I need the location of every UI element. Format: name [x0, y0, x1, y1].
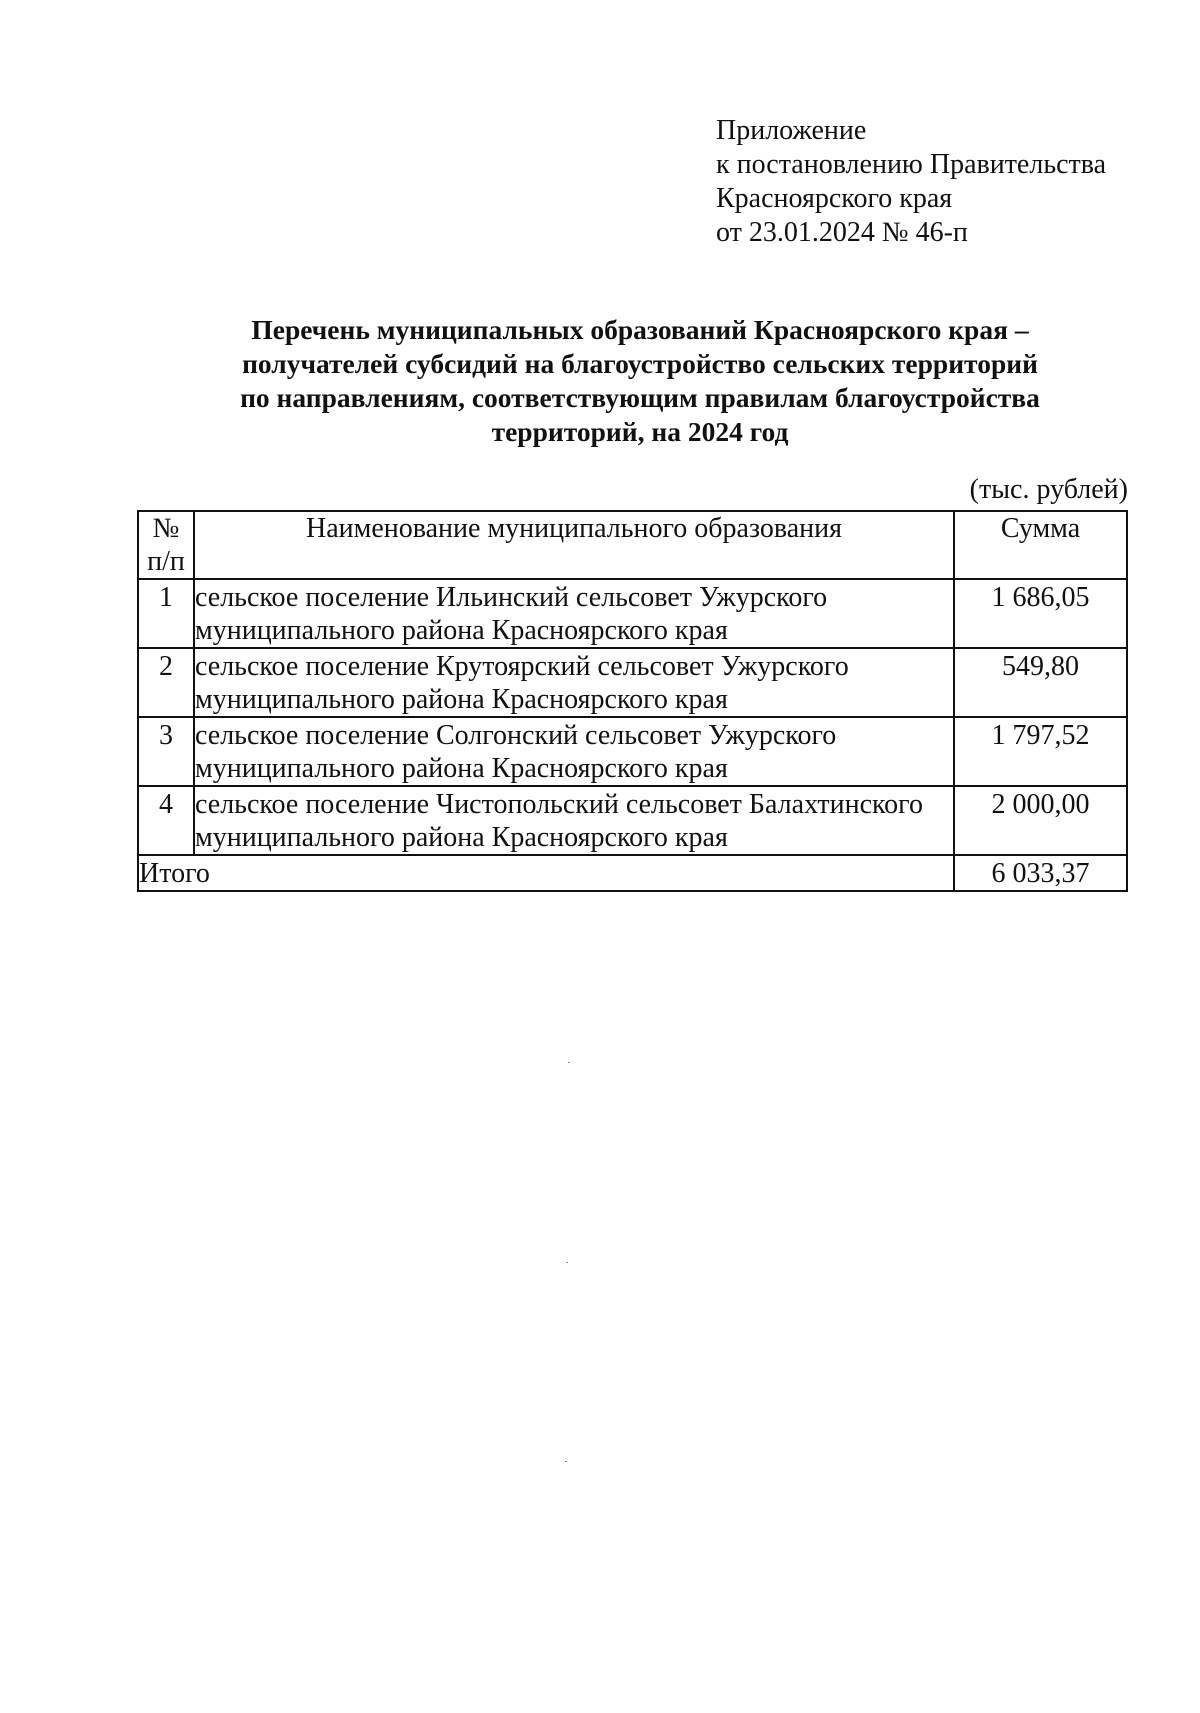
document-title: [140, 313, 1140, 449]
table-row: [138, 786, 1127, 855]
table-total-row: [138, 855, 1127, 891]
appendix-block: [716, 114, 1106, 250]
table-row: [138, 717, 1127, 786]
row-name: [194, 717, 954, 786]
subsidy-table: [137, 510, 1128, 892]
scan-speck: [566, 1262, 568, 1263]
units-note: (тыс. рублей): [969, 474, 1128, 505]
scan-speck: [568, 1062, 570, 1063]
appendix-line: от 23.01.2024 № 46-п: [716, 217, 968, 248]
row-name-line: сельское поселение Чистопольский сельсовет Балахтинского: [195, 789, 923, 820]
row-number: 4: [138, 786, 194, 855]
row-name: [194, 579, 954, 648]
total-label: Итого: [138, 855, 954, 891]
appendix-line: к постановлению Правительства: [716, 149, 1107, 180]
total-sum: 6 033,37: [954, 855, 1127, 891]
row-name-line: сельское поселение Солгонский сельсовет Ужурского: [195, 720, 837, 751]
appendix-line: Приложение: [716, 115, 867, 146]
row-number: 2: [138, 648, 194, 717]
header-number: [138, 511, 194, 579]
table-header-row: [138, 511, 1127, 579]
header-number-line: №: [152, 513, 180, 544]
appendix-line: Красноярского края: [716, 183, 953, 214]
header-sum: Сумма: [954, 511, 1127, 579]
row-number: 3: [138, 717, 194, 786]
title-line: территорий, на 2024 год: [491, 416, 789, 447]
row-sum: 2 000,00: [954, 786, 1127, 855]
header-number-line: п/п: [147, 546, 185, 577]
row-name-line: муниципального района Красноярского края: [195, 753, 728, 784]
header-name: Наименование муниципального образования: [194, 511, 954, 579]
row-sum: 1 686,05: [954, 579, 1127, 648]
row-name-line: муниципального района Красноярского края: [195, 822, 728, 853]
scan-speck: [565, 1461, 567, 1462]
row-name-line: сельское поселение Крутоярский сельсовет Ужурского: [195, 651, 849, 682]
row-name-line: муниципального района Красноярского края: [195, 615, 728, 646]
row-name-line: сельское поселение Ильинский сельсовет Ужурского: [195, 582, 828, 613]
table-row: [138, 579, 1127, 648]
title-line: по направлениям, соответствующим правилам благоустройства: [240, 382, 1040, 413]
row-number: 1: [138, 579, 194, 648]
title-line: Перечень муниципальных образований Красноярского края –: [251, 314, 1029, 345]
row-sum: 549,80: [954, 648, 1127, 717]
row-name: [194, 648, 954, 717]
table-row: [138, 648, 1127, 717]
title-line: получателей субсидий на благоустройство сельских территорий: [242, 348, 1038, 379]
row-sum: 1 797,52: [954, 717, 1127, 786]
row-name-line: муниципального района Красноярского края: [195, 684, 728, 715]
row-name: [194, 786, 954, 855]
